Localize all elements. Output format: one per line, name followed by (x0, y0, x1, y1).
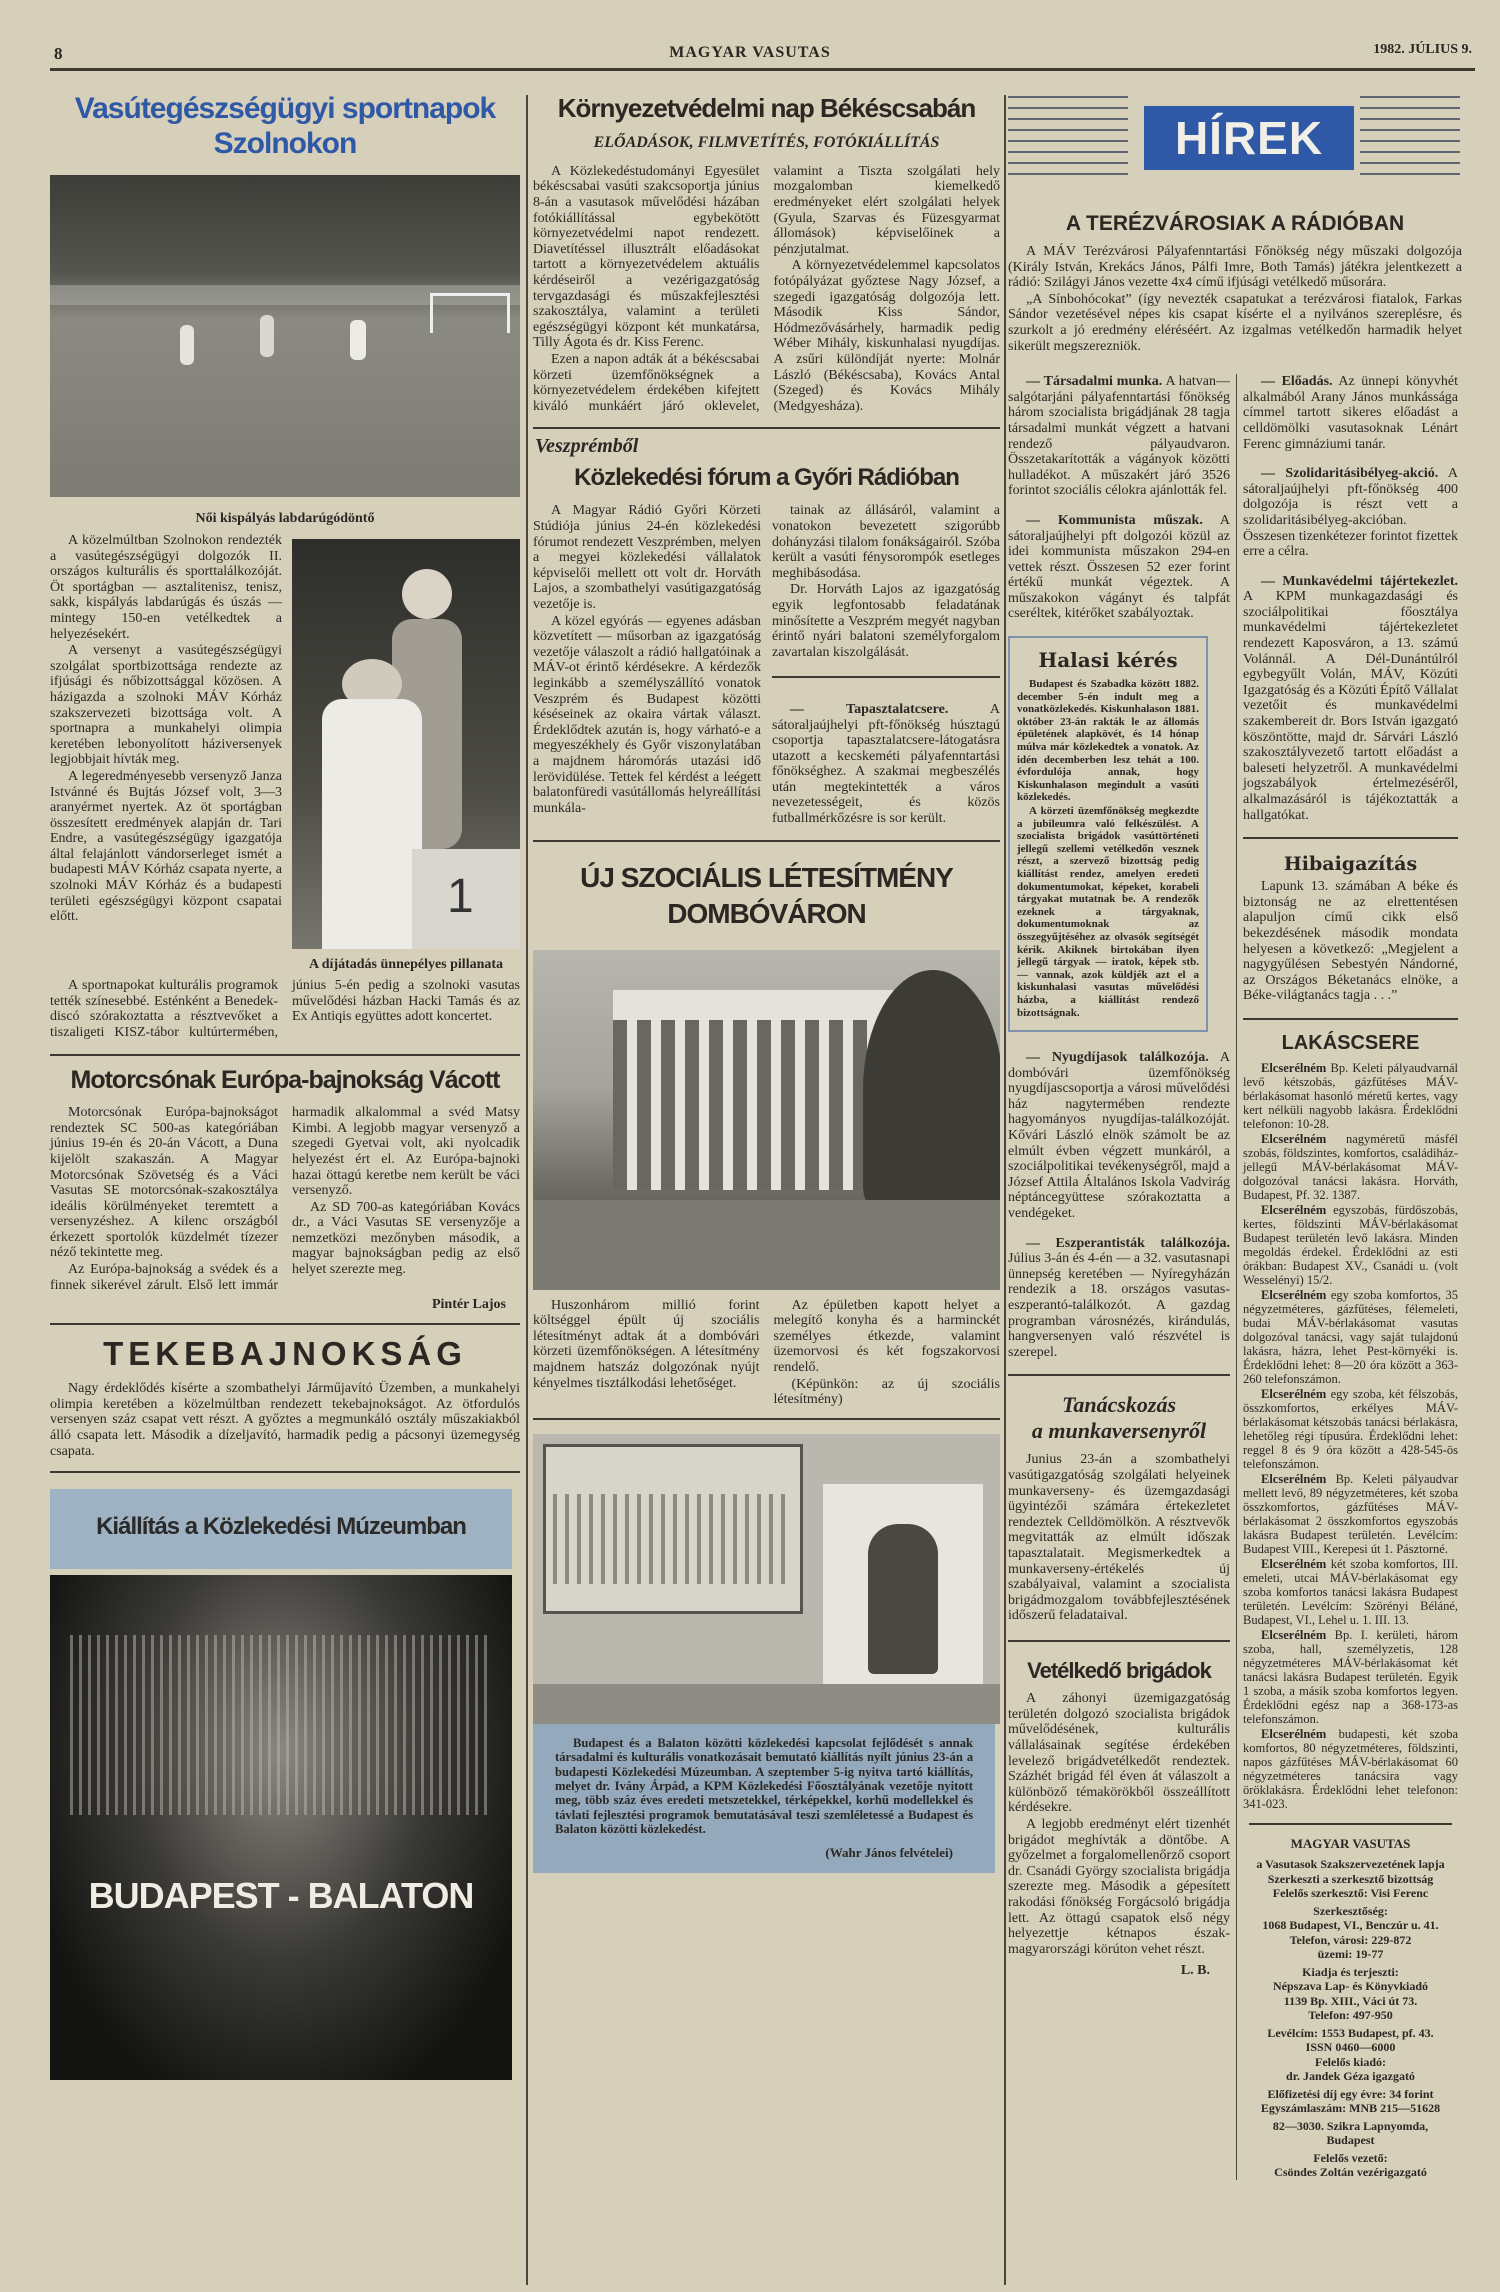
imprint-line: 1139 Bp. XIII., Váci út 73. (1283, 1993, 1418, 2008)
paragraph: Motorcsónak Európa-bajnokságot rendeztek SC 500-as kategóriában június 19-én és 20-án Vácott, a Duna kijelölt szakaszán. A Magyar Motorcsónak Szövetség és a Váci Vasutas SE motorcsónak-szakosztálya ideális körülményeket teremtett a versenyzéshez. A kilenc országból érkezett sportolók küzdelmét tízezer néző tekintette meg. (50, 1105, 278, 1261)
paragraph-lead: — Kommunista műszak. (1026, 512, 1203, 528)
paragraph-text: A sátoraljaújhelyi pft-főnökség 400 dolgozója is részt vett a szolidaritásibélyeg-akcióban. Összesen tizenkétezer forintot fizettek erre a célra. (1243, 466, 1458, 560)
building-photo (533, 950, 1000, 1290)
museum-banner (50, 1489, 512, 1569)
paragraph-text: budapesti, két szoba komfortos, 80 négyzetméteres, földszinti, napos gázfűtéses MÁV-bérlakásomat 60 négyzetméteres tanácsira vagy öröklakásra. Érdeklődni lehet telefonon: 341-023. (1243, 1726, 1459, 1811)
imprint-line: Felelős vezető: (1313, 2150, 1388, 2165)
imprint-line: Népszava Lap- és Könyvkiadó (1272, 1979, 1429, 1994)
paragraph (1243, 1132, 1458, 1202)
photo-credit: (Wahr János felvételei) (825, 1844, 953, 1860)
paragraph-lead: — Társadalmi munka. (1026, 374, 1163, 390)
section-rule (533, 1418, 1000, 1420)
paragraph: (Képünkön: az új szociális létesítmény) (773, 1376, 1000, 1408)
paragraph-lead: — Eszperantisták találkozója. (1026, 1235, 1230, 1251)
imprint-line: Kiadja és terjeszti: (1302, 1964, 1399, 1979)
paragraph-lead: Elcserélném (1261, 1627, 1327, 1642)
section-rule (772, 676, 1000, 678)
paragraph (1243, 466, 1458, 560)
imprint (1243, 1837, 1458, 2180)
paragraph: A MÁV Terézvárosi Pályafenntartási Főnökség négy műszaki dolgozója (Király István, Krekács János, Pálfi Imre, Both Tamás) játékra jelentkezett a rádió: Szilágyi János vezette 4x4 című ifjúsági vetélkedő műsorára. (1008, 244, 1462, 291)
paragraph: A Magyar Rádió Győri Körzeti Stúdiója június 24-én közlekedési fórumot rendezett Veszprémben, melyen a megyei közlekedési vállalatok képviselői mellett ott volt dr. Horváth Lajos, a szombathelyi vasútigazgatóság vezetője is. (533, 503, 761, 613)
section-rule (533, 427, 1000, 429)
paragraph: A legjobb eredményt elért tizenhét brigádot meghívták a döntőbe. A győzelmet a forgalomellenőrző csoport dr. Csanádi György szocialista brigádja szerezte meg. Második a gépesített rakodási főnökség Forgácsoló brigádja lett. Az öttagú csapatok első négy helyezettje kétnapos észak-magyarországi körúton vehet részt. (1008, 1816, 1230, 1957)
paragraph: „A Sínbohócokat” (így nevezték csapatukat a terézvárosi fiatalok, Farkas Sándor vezetésével népes kis csapat kísérte el a nyilvános szereplésre, és szurkolt a jó eredmény eléréséért. Az izgalmas vetélkedőn harmadik helyet sikerült megszerezniök. (1008, 291, 1462, 354)
forum-headline (533, 464, 1000, 492)
headline-line: Szolnokon (213, 126, 357, 160)
imprint-line: Felelős kiadó: (1315, 2054, 1386, 2069)
paragraph (1243, 1203, 1458, 1287)
szocialis-headline (533, 860, 1000, 932)
paragraph-lead: Elcserélném (1261, 1202, 1327, 1217)
paragraph-text: Bp. Keleti pályaudvar mellett levő, 89 négyzetméteres, két szoba összkomfortos, gázfűtéses MÁV-bérlakásomat 2 összkomfortos egyszobás lakásra Budapest területén. Levélcím: Budapest VIII., Kerepesi út 1. Pásztorné. (1243, 1471, 1458, 1556)
forum-article-left (533, 503, 761, 817)
paragraph (1243, 1061, 1458, 1131)
paragraph: Huszonhárom millió forint költséggel épült új szociális létesítményt adtak át a dombóvári körzeti üzemfőnökségen. A létesítmény majdnem hatszáz dolgozónak nyújt kényelmes tisztálkodási lehetőséget. (533, 1297, 760, 1391)
paragraph: Az épületben kapott helyet a melegítő konyha és a harminckét személyes étkezde, valamint üzemorvosi és két fogszakorvosi rendelő. (773, 1297, 1000, 1376)
paragraph: A környezetvédelemmel kapcsolatos fotópályázat győztese Nagy József, a szegedi igazgatóság dolgozója lett. Második Kiss Sándor, Hódmezővásárhely, harmadik pedig Wéber Mihály, kiskunhalasi nyugdíjas. A zsűri különdíját nyerte: Molnár László (Békéscsaba), Kovács Antal (Szeged) és Kovács Mihály (Medgyesháza). (773, 258, 1000, 414)
paragraph: A versenyt a vasútegészségügyi szolgálat sportbizottsága rendezte az ifjúsági és nőbizottsággal közösen. A házigazda a szolnoki MÁV Kórház szakszervezeti bizottsága volt. A sportnapra a munkahelyi olimpia keretében lebonyolított háziversenyek legjobbjait hívták meg. (50, 643, 282, 768)
headline-line: ÚJ SZOCIÁLIS LÉTESÍTMÉNY (580, 861, 953, 893)
masthead-title: MAGYAR VASUTAS (669, 44, 831, 61)
paragraph (1008, 1236, 1230, 1361)
byline: L. B. (1180, 1963, 1210, 1979)
paragraph-lead: — Nyugdíjasok találkozója. (1026, 1050, 1209, 1066)
tanacs-body (1008, 1452, 1230, 1624)
hirek-logo-text: HÍREK (1144, 106, 1354, 170)
photo-caption: Női kispályás labdarúgódöntő (195, 511, 375, 526)
column-right (1008, 88, 1462, 2180)
paragraph: A közelmúltban Szolnokon rendezték a vasútegészségügyi dolgozók II. országos kulturális és sporttalálkozóját. Öt sportágban — asztalitenisz, tenisz, sakk, kispályás labdarúgás és úszás — mintegy 150-en vetélkedtek a helyezésekért. (50, 533, 282, 642)
football-photo (50, 175, 520, 497)
paragraph-text: két szoba komfortos, III. emeleti, utcai MÁV-bérlakásomat egy szoba komfortos tanácsi lakásra Budapest területén. Levélcím: Szörényi Béláné, Budapest, VI., Lehel u. 1. III. 13. (1243, 1556, 1458, 1627)
tapasztalatcsere-item (772, 702, 1000, 827)
section-rule (50, 1054, 520, 1056)
section-rule (533, 840, 1000, 842)
news-right-column (1236, 374, 1458, 2180)
paragraph (1243, 1628, 1458, 1726)
section-rule (50, 1323, 520, 1325)
imprint-line: üzemi: 19-77 (1317, 1947, 1384, 1962)
column-left (50, 88, 520, 2080)
paragraph: Dr. Horváth Lajos az igazgatóság egyik legfontosabb feladatának minősítette a Veszprém megyét nagyban érintő nyári balatoni személyforgalom zavartalan kiszolgálását. (772, 582, 1000, 660)
paragraph: Nagy érdeklődés kísérte a szombathelyi Járműjavító Üzemben, a munkahelyi olimpia keretében a közelmúltban rendezett tekebajnokságot. Az ötfordulós versenyen száz csapat vett részt. A győztes a megmunkáló osztály műszakiakból álló csapata lett. Második a dízeljavító, harmadik pedig a pácsonyi üzemegység csapata. (50, 1381, 520, 1459)
tanacs-headline (1008, 1392, 1230, 1444)
paragraph-text: Bp. Keleti pályaudvarnál levő kétszobás, gázfűtéses MÁV-bérlakásomat hasonló méretű kertes, vagy kert nélküli nagyobb lakásra. Érdeklődni telefonon: 10-28. (1243, 1060, 1459, 1131)
imprint-line: dr. Jandek Géza igazgató (1286, 2069, 1415, 2084)
photo-caption: A díjátadás ünnepélyes pillanata (308, 957, 504, 972)
paragraph: A legeredményesebb versenyző Janza Istvánné és Bujtás József volt, 3—3 aranyérmet nyertek. Az öt sportágban összesített eredmények alapján dr. Tari Endre, a vasútegészségügy igazgatója által felajánlott vándorserleget ismét a budapesti MÁV Kórház csapata nyerte, a szolnoki MÁV Kórház és a budapesti területi egészségügyi központ csapatai előtt. (50, 768, 282, 925)
imprint-line: a Vasutasok Szakszervezetének lapja (1256, 1857, 1445, 1872)
paragraph-text: A sátoraljaújhelyi pft-főnökség húsztagú csoportja tapasztalatcsere-látogatásra utazott a kecskeméti pályafenntartási főnökséghez. A szakmai megbeszélés után megtekintették a város nevezetességeit, és közös futballmérkőzésre is sor került. (772, 701, 1000, 827)
paragraph (1243, 1472, 1458, 1556)
szocialis-article-body (533, 1298, 1000, 1408)
headline-line: Tanácskozás (1061, 1392, 1177, 1418)
imprint-line: Egyszámlaszám: MNB 215—51628 (1260, 2101, 1441, 2116)
paragraph: Az SD 700-as kategóriában Kovács dr., a Váci Vasutas SE versenyzője a nemzetközi mezőnyben második, a magyar bajnokságban pedig az első helyet szerezte meg. (292, 1199, 520, 1278)
paragraph-lead: — Munkavédelmi tájértekezlet. (1261, 573, 1458, 589)
museum-caption-box (533, 1724, 995, 1873)
paragraph-lead: Elcserélném (1261, 1287, 1327, 1302)
paragraph: tainak az állásáról, valamint a vonatokon bevezetett szigorúbb dohányzási tilalom fonákságairól. Szóba került a vasúti fénysorompók esetleges meghibásodása. (772, 503, 1000, 581)
forum-kicker: Veszprémből (535, 434, 639, 457)
paragraph: Ezen a napon adták át a békéscsabai körzeti üzemfőnökségnek a környezetvédelem érdekében kifejtett kiváló munkáért járó oklevelet, valamint a Tiszta szolgálati hely mozgalomban kiemelkedő eredményeket elért szolgálati helyek (Gyula, Szarvas és Füzesgyarmat állomások) képviselőinek a pénzjutalmat. (533, 163, 1000, 414)
paragraph: A Közlekedéstudományi Egyesület békéscsabai vasúti szakcsoportja június 8-án a vasutasok művelődési házában fotókiállítással egybekötött környezetvédelmi napot rendezett. Diavetítéssel illusztrált előadásokat tartott a környezetvédelem aktuális kérdéseiről a vezérigazgatóság tervgazdasági és műszakfejlesztési szakosztálya, valamint a területi egészségügyi központ két munkatársa, Tilly Ágota és dr. Kiss Ferenc. (533, 163, 760, 351)
vetelkedo-headline (1008, 1658, 1230, 1683)
hiba-body (1243, 879, 1458, 1004)
imprint-line: Felelős szerkesztő: Visi Ferenc (1272, 1886, 1429, 1901)
sport-article-body (50, 533, 282, 926)
hiba-headline: Hibaigazítás (1283, 853, 1418, 876)
column-divider (526, 95, 528, 2285)
caption-paragraph: Budapest és a Balaton közötti közlekedési kapcsolat fejlődését s annak társadalmi és kulturális vonatkozásait bemutató kiállítás nyílt június 23-án a budapesti Közlekedési Múzeumban. A szeptember 5-ig nyitva tartó kiállítás, melyet dr. Ivány Árpád, a KPM Közlekedési Főosztályának vezetője nyitott meg, több száz éves eredeti metszetekkel, térképekkel, korhű modellekkel és távlati fejlesztési programok bemutatásával teszi szemléletessé a Budapest és Balaton közötti közlekedést. (555, 1735, 973, 1837)
column-divider (1004, 95, 1006, 2285)
imprint-line: Telefon: 497-950 (1308, 2008, 1393, 2023)
section-rule (50, 1471, 520, 1473)
paragraph-lead: Elcserélném (1261, 1471, 1327, 1486)
imprint-line: 1068 Budapest, VI., Benczúr u. 41. (1262, 1918, 1439, 1933)
headline-text: Környezetvédelmi nap Békéscsabán (557, 93, 976, 123)
paragraph-lead: Elcserélném (1261, 1386, 1327, 1401)
radio-headline: A TERÉZVÁROSIAK A RÁDIÓBAN (1065, 212, 1405, 235)
env-headline (533, 94, 1000, 124)
motorboat-article-body (50, 1105, 520, 1293)
column-middle (533, 88, 1000, 1873)
paragraph (1008, 513, 1230, 622)
news-right-items (1243, 374, 1458, 823)
paragraph-text: egy szoba komfortos, 35 négyzetméteres, gázfűtéses, félemeleti, budai MÁV-bérlakásomat vasutas dolgozóval tanácsi, vagy saját tulajdonú lakásra, házra, lehet Pest-környéki is. Érdeklődni lehet: 8—20 óra között a 363-260 telefonszámon. (1243, 1287, 1458, 1386)
paragraph-text: Az ünnepi könyvhét alkalmából Arany János munkássága címmel tartott sikeres előadást a celldömölki vasutasoknak Lénárt Ferenc gimnáziumi tanár. (1243, 374, 1458, 452)
paragraph: Budapest és Szabadka között 1882. december 5-én indult meg a vonatközlekedés. Kiskunhalason 1881. október 23-án rakták le az állomás épületének alapkövét, és 14 hónap múlva már közlekedtek a vonatok. Az idén decemberben lesz tehát a 100. évfordulója annak, hogy Kiskunhalason megindult a vasúti közlekedés. (1017, 678, 1199, 804)
radio-article-body (1008, 244, 1462, 354)
paragraph (1243, 1727, 1458, 1811)
paragraph-lead: Elcserélném (1261, 1131, 1327, 1146)
sport-headline (50, 92, 520, 161)
paragraph-text: A dombóvári üzemfőnökség nyugdíjascsoportja a városi művelődési ház nagytermében rendezte hagyományos nyugdíjas-találkozóját. Kővári László elnök számolt be az elmúlt évben végzett munkáról, a szociálpolitikai tevékenységről, majd a József Attila Általános Iskola Vadvirág néptáncegyüttese szórakoztatta a vendégeket. (1008, 1050, 1230, 1222)
imprint-line: 82—3030. Szikra Lapnyomda, (1272, 2118, 1429, 2133)
imprint-line: Levélcím: 1553 Budapest, pf. 43. (1267, 2025, 1434, 2040)
paragraph (1243, 1387, 1458, 1471)
paragraph-lead: — Szolidaritásibélyeg-akció. (1261, 466, 1439, 482)
news-left-items (1008, 1050, 1230, 1360)
imprint-line: Telefon, városi: 229-872 (1289, 1932, 1412, 1947)
issue-date: 1982. JÚLIUS 9. (1373, 42, 1472, 57)
imprint-line: Előfizetési díj egy évre: 34 forint (1267, 2086, 1434, 2101)
env-subtitle: ELŐADÁSOK, FILMVETÍTÉS, FOTÓKIÁLLÍTÁS (593, 133, 940, 151)
paragraph-text: egyszobás, fürdőszobás, kertes, földszinti MÁV-bérlakásomat Budapest területén levő lakásra. Minden megoldás érdekel. Érdeklődni az esti órákban: Budapest XV., Csanádi u. (volt Wesselényi) 15/2. (1243, 1202, 1459, 1287)
imprint-line: Szerkeszti a szerkesztő bizottság (1267, 1871, 1434, 1886)
paragraph (1243, 374, 1458, 452)
paragraph-text: A KPM munkagazdasági és szociálpolitikai főosztálya munkavédelmi tájértekezletet rendezett Kaposváron, a 13. számú Volánnál. A Dél-Dunántúlról egybegyűlt Volán, MÁV, Közúti Igazgatóság és a Közúti Építő Vállalat vezetőit és munkavédelmi szakembereit dr. Bors István igazgató köszöntötte, majd dr. Sárvári László szakosztályvezető tartott előadást a baleseti helyzetről. A munkavédelmi jogszabályok értelmezéséről, alkalmazásáról is tájékoztatták a hallgatókat. (1243, 589, 1458, 823)
paragraph: Lapunk 13. számában A béke és biztonság ne az elrettentésen alapuljon című cikk első bekezdésének második mondata helyesen a következő: „Megjelent a nagygyűlésen Sebestyén Nándorné, az Országos Béketanács elnöke, a Béke-világtanács tagja . . .” (1243, 879, 1458, 1004)
paragraph-text: A hatvan—salgótarjáni pályafenntartási főnökség három szocialista brigádjának 28 tagja társadalmi munkát végzett a hatvani rendező pályaudvaron. Összetakarították a vágányok közötti hulladékot. A műszakért járó 3526 forintot szociális célokra ajánlották fel. (1008, 374, 1231, 499)
museum-caption-text (555, 1736, 973, 1837)
headline-text: Motorcsónak Európa-bajnokság Vácott (70, 1066, 500, 1095)
paragraph (772, 702, 1000, 827)
headline-line: Vasútegészségügyi sportnapok (74, 92, 496, 125)
halasi-body (1017, 678, 1199, 1019)
halasi-box (1008, 636, 1208, 1032)
env-article-body (533, 164, 1000, 415)
paragraph: Junius 23-án a szombathelyi vasútigazgatóság szolgálati helyeinek munkaverseny- és üzemgazdasági ügyintézői számára értekezletet rendeztek Celldömölkön. A résztvevők megvitatták az elmúlt időszak tapasztalatait. Megismerkedtek a munkaverseny-értékelés új szabályaival, valamint a szocialista brigádmozgalom továbbfejlesztésének időszerű feladataival. (1008, 1452, 1230, 1624)
sport-article-closing (50, 978, 520, 1040)
byline: Pintér Lajos (431, 1297, 506, 1313)
headline-line: a munkaversenyről (1031, 1418, 1207, 1444)
teke-article-body (50, 1381, 520, 1459)
paragraph-text: A sátoraljaújhelyi pft dolgozói közül az idei kommunista műszakon 294-en vettek részt. Összesen 52 ezer forint értékű munkát végeztek. A műszakokon vágányt és talpfát cseréltek, kitérőket szabályoztak. (1008, 512, 1230, 622)
banner-title: Kiállítás a Közlekedési Múzeumban (96, 1513, 466, 1541)
vetelkedo-body (1008, 1691, 1230, 1957)
imprint-line: Csöndes Zoltán vezérigazgató (1274, 2165, 1427, 2180)
paragraph-lead: — Tapasztalatcsere. (790, 701, 949, 717)
museum-exhibition-photo (533, 1434, 1000, 1724)
imprint-line: MAGYAR VASUTAS (1290, 1835, 1411, 1851)
headline-line: DOMBÓVÁRON (667, 897, 866, 929)
podium-number: 1 (447, 870, 474, 923)
imprint-line: ISSN 0460—6000 (1305, 2040, 1396, 2055)
paragraph: A közel egyórás — egyenes adásban közvetített — műsorban az igazgatóság vezetője válaszolt a rádió hallgatóinak a MÁV-ot érintő kérdésekre. A kérdezők leginkább a személyszállító vonatok Veszprém és Budapest közötti késéseinek az okaira vártak választ. Érdeklődtek azután is, hogy várható-e a megyeszékhely és Győr viszonylatában a majdnem háromórás utazási idő lerövidülése. Tettek fel kérdést a leégett balatonfüredi vasútállomás helyreállítási munkála- (533, 613, 761, 816)
news-left-items (1008, 374, 1230, 622)
paragraph-lead: Elcserélném (1261, 1060, 1327, 1075)
budapest-balaton-poster (50, 1575, 512, 2080)
paragraph (1008, 1050, 1230, 1222)
paragraph-text: Július 3-án és 4-én — a 32. vasutasnapi ünnepség keretében — Nyíregyházán rendezik a 18. országos vasutas-eszperantó-találkozót. A gazdag programban városnézés, kirándulás, hangversenyen való részvétel is szerepel. (1008, 1251, 1230, 1360)
paragraph: A körzeti üzemfőnökség megkezdte a jubileumra való felkészülést. A szocialista brigádok vasúttörténeti jellegű szellemi vetélkedőn vesznek részt, a szervező bizottság pedig kiállítást rendez, amelyen eredeti dokumentumokat, képeket, korabeli tárgyakat mutatnak be. A rendezők ezeknek a tárgyaknak, dokumentumoknak az összegyűjtéséhez az olvasók segítségét kérik. Akiknek birtokában ilyen jellegű tárgyak — iratok, képek stb. — vannak, azok küldjék azt el a kiskunhalasi vasutas művelődési házba, a kiállítást rendező bizottságnak. (1017, 805, 1199, 1019)
paragraph-lead: — Előadás. (1261, 374, 1333, 390)
paragraph: A záhonyi üzemigazgatóság területén dolgozó szocialista brigádok művelődésének, kulturális vállalásainak segítése érdekében levelező brigádvetélkedőt rendeztek. Százhét brigád fél éven át válaszolt a különböző témakörökből összeállított kérdésekre. (1008, 1691, 1230, 1816)
motorboat-headline (50, 1066, 520, 1095)
forum-article-right (772, 503, 1000, 660)
award-ceremony-photo (292, 539, 520, 949)
paragraph-lead: Elcserélném (1261, 1726, 1327, 1741)
page-number: 8 (54, 44, 63, 63)
header-rule (50, 68, 1475, 71)
paragraph (1243, 1557, 1458, 1627)
paragraph (1008, 374, 1230, 499)
paragraph-text: Bp. I. kerületi, három szoba, hall, személyzetis, 128 négyzetméteres MÁV-bérlakásomat két tanácsi lakásra Budapest területén. Egyik 1 szoba, a másik szoba komfortos legyen. Érdeklődni egész nap a 368-173-as telefonszámon. (1243, 1627, 1458, 1726)
lakas-list (1243, 1061, 1458, 1811)
headline-text: Vetélkedő brigádok (1027, 1657, 1211, 1683)
imprint-line: Szerkesztőség: (1313, 1903, 1388, 1918)
paragraph-text: egy szoba, két félszobás, összkomfortos, erkélyes MÁV-bérlakásomat kétszobás tanácsi bérlakásra, lehetőleg régi típusúra. Érdeklődni lehet: reggel 8 és 9 óra között a 428-545-ös telefonszámon. (1243, 1386, 1458, 1471)
paragraph-text: nagyméretű másfél szobás, földszintes, komfortos, családiház-jellegű MÁV-bérlakásomat MÁV-dolgozóval tanácsi lakásra. Horváth, Budapest, Pf. 32. 1387. (1243, 1131, 1458, 1202)
paragraph: Az Európa-bajnokság a svédek és a finnek sikerével zárult. Első lett immár harmadik alkalommal a svéd Matsy Kimbi. A legjobb magyar versenyző a szegedi Gyetvai volt, aki nyolcadik helyezést ért el. Az Európa-bajnoki hazai öttagú keretbe nem került be váci versenyző. (50, 1105, 520, 1293)
imprint-line: Budapest (1326, 2133, 1375, 2148)
lakas-headline: LAKÁSCSERE (1281, 1031, 1420, 1054)
poster-text: BUDAPEST - BALATON (88, 1875, 474, 1917)
hirek-logo (1008, 92, 1460, 182)
headline-text: Közlekedési fórum a Győri Rádióban (574, 463, 959, 491)
paragraph (1243, 574, 1458, 824)
paragraph: A sportnapokat kulturális programok tették színesebbé. Esténként a Benedek-discó szórakoztatta a résztvevőket a tiszaligeti KISZ-tábor kultúrtermében, június 5-én pedig a szolnoki vasutas művelődési házban Hacki Tamás és az Ex Antiqis együttes adott koncertet. (50, 978, 520, 1040)
paragraph (1243, 1288, 1458, 1386)
teke-headline: TEKEBAJNOKSÁG (103, 1335, 467, 1373)
halasi-headline: Halasi kérés (1038, 648, 1178, 673)
paragraph-lead: Elcserélném (1261, 1556, 1327, 1571)
